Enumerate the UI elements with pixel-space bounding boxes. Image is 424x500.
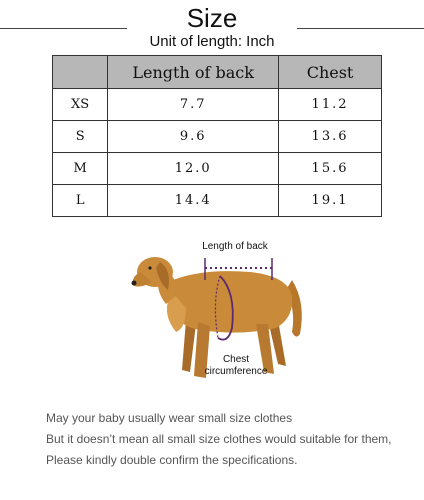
chest-label-line1: Chest bbox=[222, 354, 250, 365]
length-of-back-cell: 9.6 bbox=[108, 121, 279, 153]
unit-subtitle: Unit of length: Inch bbox=[149, 33, 275, 50]
size-cell: XS bbox=[53, 89, 108, 121]
chest-label bbox=[196, 354, 276, 378]
length-of-back-label: Length of back bbox=[202, 241, 268, 252]
length-of-back-cell: 12.0 bbox=[108, 153, 279, 185]
size-cell: S bbox=[53, 121, 108, 153]
note-line: May your baby usually wear small size clothes bbox=[46, 411, 293, 425]
table-row bbox=[53, 121, 382, 153]
size-cell: L bbox=[53, 185, 108, 217]
note-line: Please kindly double confirm the specifications. bbox=[46, 453, 298, 467]
length-of-back-cell: 7.7 bbox=[108, 89, 279, 121]
table-row bbox=[53, 185, 382, 217]
notes-block bbox=[46, 408, 416, 471]
header-chest: Chest bbox=[279, 56, 382, 89]
length-of-back-cell: 14.4 bbox=[108, 185, 279, 217]
chest-cell: 11.2 bbox=[279, 89, 382, 121]
size-table bbox=[52, 55, 382, 217]
header-size bbox=[53, 56, 108, 89]
chest-cell: 13.6 bbox=[279, 121, 382, 153]
chest-cell: 19.1 bbox=[279, 185, 382, 217]
page-title: Size bbox=[186, 3, 238, 33]
chest-label-line2: circumference bbox=[204, 366, 268, 377]
size-cell: M bbox=[53, 153, 108, 185]
chest-cell: 15.6 bbox=[279, 153, 382, 185]
table-header-row bbox=[53, 56, 382, 89]
header-length-of-back: Length of back bbox=[108, 56, 279, 89]
table-row bbox=[53, 89, 382, 121]
table-row bbox=[53, 153, 382, 185]
note-line: But it doesn’t mean all small size clothes would suitable for them, bbox=[46, 432, 392, 446]
